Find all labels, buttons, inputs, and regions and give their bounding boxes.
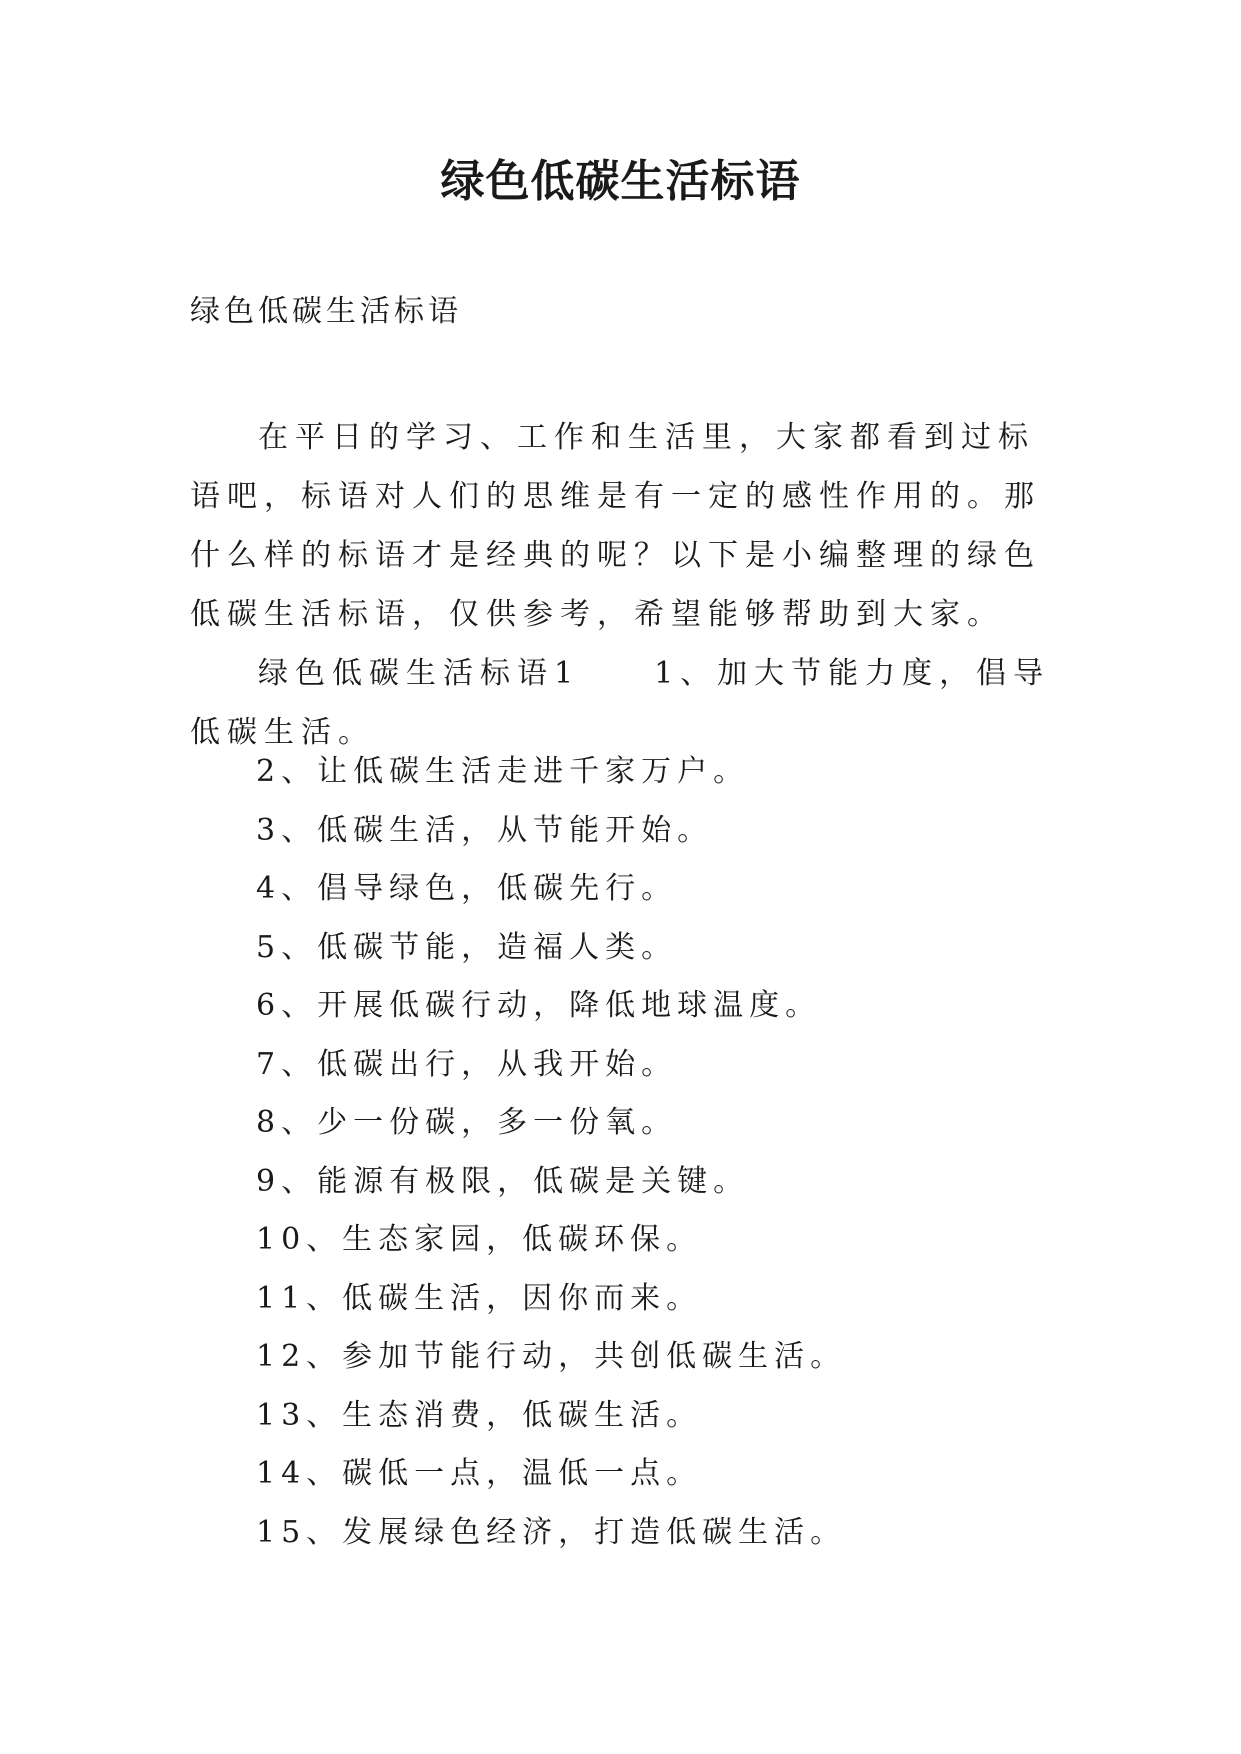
slogan-item: 5、低碳节能，造福人类。 [256,929,678,965]
slogan-item: 8、少一份碳，多一份氧。 [256,1105,678,1140]
slogan-item: 2、让低碳生活走进千家万户。 [256,754,750,789]
section-paragraph: 绿色低碳生活标语1 1、加大节能力度，倡导低碳生活。 [190,656,1051,750]
slogan-item: 10、生态家园，低碳环保。 [256,1222,703,1257]
slogan-item: 13、生态消费，低碳生活。 [256,1397,703,1433]
intro-paragraph: 在平日的学习、工作和生活里，大家都看到过标语吧，标语对人们的思维是有一定的感性作用的。那什么样的标语才是经典的呢？以下是小编整理的绿色低碳生活标语，仅供参考，希望能够帮助到大家。 [190,420,1041,632]
document-body [190,408,1070,762]
slogan-item: 6、开展低碳行动，降低地球温度。 [256,988,822,1023]
slogan-item: 7、低碳出行，从我开始。 [256,1046,678,1082]
document-subtitle: 绿色低碳生活标语 [190,294,462,329]
slogan-item: 9、能源有极限，低碳是关键。 [256,1163,750,1199]
slogan-item: 4、倡导绿色，低碳先行。 [256,871,678,906]
slogan-list [256,752,846,1571]
slogan-item: 15、发展绿色经济，打造低碳生活。 [256,1514,847,1550]
document-title: 绿色低碳生活标语 [440,156,801,207]
slogan-item: 3、低碳生活，从节能开始。 [256,812,714,848]
slogan-item: 11、低碳生活，因你而来。 [256,1280,703,1316]
slogan-item: 12、参加节能行动，共创低碳生活。 [256,1339,847,1374]
slogan-item: 14、碳低一点，温低一点。 [256,1456,703,1491]
